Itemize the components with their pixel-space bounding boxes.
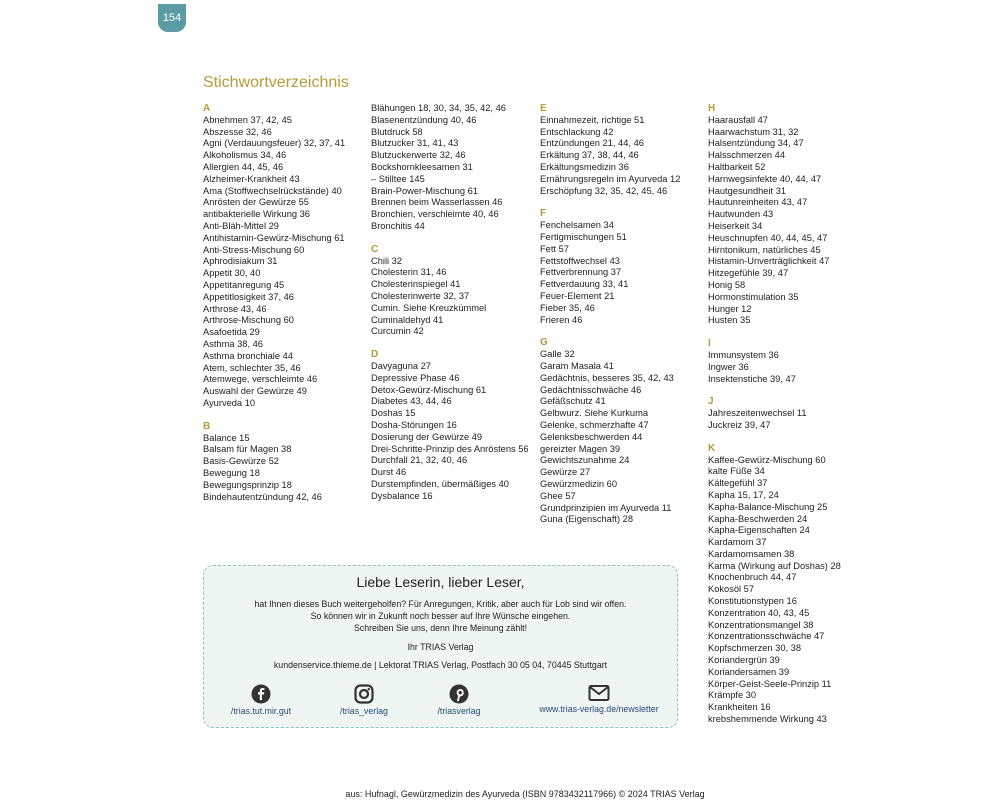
index-entry: Konstitutionstypen 16 — [708, 596, 797, 607]
index-entry: Entschlackung 42 — [540, 126, 614, 137]
index-entry: Dosha-Störungen 16 — [371, 419, 457, 430]
publisher-signature: Ihr TRIAS Verlag — [407, 642, 474, 652]
index-entry: Fettverdauung 33, 41 — [540, 279, 629, 290]
index-group — [203, 421, 368, 504]
index-entry: Erschöpfung 32, 35, 42, 45, 46 — [540, 185, 668, 196]
index-entry: Chili 32 — [371, 255, 403, 266]
index-entry: Antihistamin-Gewürz-Mischung 61 — [203, 232, 345, 243]
facebook-icon — [251, 684, 271, 704]
index-entry: Asthma bronchiale 44 — [203, 350, 293, 361]
index-entry: Brennen beim Wasserlassen 46 — [371, 197, 503, 208]
index-entry: Balance 15 — [203, 432, 250, 443]
index-entry: Kapha-Beschwerden 24 — [708, 513, 808, 524]
index-column-1 — [203, 103, 368, 514]
index-entry: Cumin. Siehe Kreuzkümmel — [371, 302, 487, 313]
index-entry: Kaffee-Gewürz-Mischung 60 — [708, 454, 826, 465]
pinterest-icon — [449, 684, 469, 704]
index-entry: Hitzegefühle 39, 47 — [708, 268, 789, 279]
index-entry: Alzheimer-Krankheit 43 — [203, 173, 300, 184]
index-entry: Husten 35 — [708, 315, 751, 326]
instagram-label: /trias_verlag — [340, 706, 388, 716]
index-group — [371, 349, 536, 502]
index-entry: Krankheiten 16 — [708, 702, 771, 713]
index-entry: Blutzuckerwerte 32, 46 — [371, 150, 466, 161]
index-letter: E — [540, 103, 547, 114]
index-entry: Bewegungsprinzip 18 — [203, 479, 292, 490]
index-entry: Blutdruck 58 — [371, 126, 423, 137]
index-entry: Immunsystem 36 — [708, 349, 779, 360]
feedback-line: So können wir in Zukunft noch besser auf Ihre Wünsche eingehen. — [310, 611, 571, 621]
index-group — [540, 208, 705, 326]
index-entry: Hunger 12 — [708, 303, 752, 314]
index-entry: antibakterielle Wirkung 36 — [203, 209, 310, 220]
index-entry: Koriandersamen 39 — [708, 666, 790, 677]
index-entry: Einnahmezeit, richtige 51 — [540, 114, 645, 125]
index-entry: Blasenentzündung 40, 46 — [371, 114, 477, 125]
index-entry: Halsschmerzen 44 — [708, 150, 785, 161]
index-entry: Ingwer 36 — [708, 361, 749, 372]
index-entry: Konzentration 40, 43, 45 — [708, 607, 810, 618]
index-entry: Entzündungen 21, 44, 46 — [540, 138, 644, 149]
footer-text: aus: Hufnagl, Gewürzmedizin des Ayurveda (ISBN 9783432117966) © 2024 TRIAS Verlag — [345, 789, 705, 799]
index-entry: Erkältung 37, 38, 44, 46 — [540, 150, 639, 161]
index-entry: Fettverbrennung 37 — [540, 267, 622, 278]
index-group — [540, 103, 705, 197]
feedback-line: Schreiben Sie uns, denn Ihre Meinung zählt! — [353, 623, 528, 633]
reader-feedback-box — [203, 565, 678, 728]
index-entry: Halsentzündung 34, 47 — [708, 138, 804, 149]
page-title: Stichwortverzeichnis — [203, 74, 349, 91]
index-entry: Fieber 35, 46 — [540, 302, 595, 313]
index-entry: Grundprinzipien im Ayurveda 11 — [540, 502, 672, 513]
index-entry: Fertigmischungen 51 — [540, 231, 627, 242]
index-entry: Bockshornkleesamen 31 — [371, 161, 473, 172]
index-entry: Honig 58 — [708, 279, 746, 290]
index-entry: Arthrose-Mischung 60 — [203, 315, 294, 326]
index-entry: Atem, schlechter 35, 46 — [203, 362, 301, 373]
index-letter: C — [371, 243, 379, 255]
index-letter: G — [540, 337, 548, 349]
index-letter: D — [371, 349, 379, 361]
index-entry: Gedächtnis, besseres 35, 42, 43 — [540, 372, 674, 383]
index-entry: Durstempfinden, übermäßiges 40 — [371, 478, 509, 489]
index-entry: Auswahl der Gewürze 49 — [203, 386, 307, 397]
index-entry: Erkältungsmedizin 36 — [540, 161, 629, 172]
index-letter: I — [708, 338, 711, 350]
facebook-label: /trias.tut.mir.gut — [230, 706, 292, 716]
index-entry: Kapha-Eigenschaften 24 — [708, 525, 810, 536]
index-entry: Appetit 30, 40 — [203, 268, 261, 279]
index-entry: Appetitanregung 45 — [203, 279, 285, 290]
index-entry: Brain-Power-Mischung 61 — [371, 185, 478, 196]
index-column-4 — [708, 103, 878, 737]
index-entry: Agni (Verdauungsfeuer) 32, 37, 41 — [203, 138, 346, 149]
index-column-2 — [371, 103, 536, 514]
index-entry: Juckreiz 39, 47 — [708, 419, 771, 430]
index-entry: Doshas 15 — [371, 408, 416, 419]
index-entry: Hautwunden 43 — [708, 209, 774, 220]
index-group — [708, 443, 878, 726]
index-entry: Haarwachstum 31, 32 — [708, 126, 799, 137]
index-entry: Bindehautentzündung 42, 46 — [203, 491, 322, 502]
index-entry: – Stilltee 145 — [371, 173, 425, 184]
index-entry: Gelenke, schmerzhafte 47 — [540, 419, 649, 430]
index-entry: Dosierung der Gewürze 49 — [371, 431, 483, 442]
index-entry: Anti-Bläh-Mittel 29 — [203, 220, 279, 231]
index-entry: Karma (Wirkung auf Doshas) 28 — [708, 560, 841, 571]
index-group — [708, 396, 878, 431]
index-entry: Kokosöl 57 — [708, 584, 754, 595]
index-entry: Histamin-Unverträglichkeit 47 — [708, 256, 830, 267]
index-entry: Ernährungsregeln im Ayurveda 12 — [540, 173, 681, 184]
index-entry: Kapha 15, 17, 24 — [708, 489, 779, 500]
index-entry: Knochenbruch 44, 47 — [708, 572, 797, 583]
index-entry: Koriandergrün 39 — [708, 655, 780, 666]
index-entry: Abszesse 32, 46 — [203, 126, 272, 137]
index-entry: Harnwegsinfekte 40, 44, 47 — [708, 173, 822, 184]
index-entry: Arthrose 43, 46 — [203, 303, 267, 314]
newsletter-link[interactable] — [534, 684, 664, 714]
index-group — [371, 244, 536, 338]
index-entry: Gefäßschutz 41 — [540, 396, 606, 407]
index-entry: Abnehmen 37, 42, 45 — [203, 114, 292, 125]
index-entry: Jahreszeitenwechsel 11 — [708, 408, 807, 419]
index-column-3 — [540, 103, 705, 537]
index-entry: Fenchelsamen 34 — [540, 220, 614, 231]
index-entry: Anti-Stress-Mischung 60 — [203, 244, 305, 255]
index-entry: gereizter Magen 39 — [540, 443, 621, 454]
index-entry: Konzentrationsschwäche 47 — [708, 631, 825, 642]
index-entry: Kardamomsamen 38 — [708, 548, 795, 559]
index-entry: Krämpfe 30 — [708, 690, 757, 701]
mail-icon — [588, 684, 610, 702]
index-entry: Dysbalance 16 — [371, 490, 433, 501]
index-entry: Kardamom 37 — [708, 537, 767, 548]
index-entry: Gewichtszunahme 24 — [540, 455, 630, 466]
index-entry: Kältegefühl 37 — [708, 478, 768, 489]
facebook-link[interactable] — [201, 684, 321, 716]
index-entry: Hirntonikum, natürliches 45 — [708, 244, 821, 255]
index-group — [203, 103, 368, 410]
index-letter: B — [203, 420, 211, 432]
index-entry: Hormonstimulation 35 — [708, 291, 799, 302]
index-entry: Davyaguna 27 — [371, 360, 431, 371]
instagram-icon — [354, 684, 374, 704]
index-entry: krebshemmende Wirkung 43 — [708, 714, 827, 725]
index-entry: Heuschnupfen 40, 44, 45, 47 — [708, 232, 828, 243]
index-entry: Hautunreinheiten 43, 47 — [708, 197, 808, 208]
index-group — [708, 338, 878, 385]
index-entry: Asthma 38, 46 — [203, 338, 263, 349]
pinterest-label: /triasverlag — [437, 706, 481, 716]
index-entry: Galle 32 — [540, 349, 575, 360]
contact-info: kundenservice.thieme.de | Lektorat TRIAS Verlag, Postfach 30 05 04, 70445 Stuttgart — [273, 660, 608, 670]
index-entry: Ama (Stoffwechselrückstände) 40 — [203, 185, 342, 196]
index-letter: H — [708, 103, 716, 114]
index-entry: Appetitlosigkeit 37, 46 — [203, 291, 294, 302]
page-number: 154 — [158, 4, 186, 32]
index-entry: Konzentrationsmangel 38 — [708, 619, 814, 630]
index-entry: Anrösten der Gewürze 55 — [203, 197, 309, 208]
index-entry: Blähungen 18, 30, 34, 35, 42, 46 — [371, 103, 506, 113]
index-entry: Haltbarkeit 52 — [708, 161, 766, 172]
index-entry: Basis-Gewürze 52 — [203, 456, 279, 467]
index-entry: Gewürze 27 — [540, 467, 591, 478]
index-entry: Frieren 46 — [540, 314, 583, 325]
index-entry: Gelenksbeschwerden 44 — [540, 431, 643, 442]
index-entry: Guna (Eigenschaft) 28 — [540, 514, 634, 525]
newsletter-label: www.trias-verlag.de/newsletter — [539, 704, 659, 714]
index-entry: Cholesterinwerte 32, 37 — [371, 290, 470, 301]
index-group — [708, 103, 878, 327]
index-entry: Gelbwurz. Siehe Kurkuma — [540, 408, 648, 419]
index-entry: Alkoholismus 34, 46 — [203, 150, 287, 161]
index-letter: F — [540, 208, 547, 220]
index-entry: Gedächtnisschwäche 46 — [540, 384, 642, 395]
index-entry: Allergien 44, 45, 46 — [203, 161, 284, 172]
feedback-heading: Liebe Leserin, lieber Leser, — [356, 574, 525, 590]
index-entry: Durchfall 21, 32, 40, 46 — [371, 455, 468, 466]
index-entry: Hautgesundheit 31 — [708, 185, 787, 196]
index-group — [371, 103, 536, 233]
source-footer — [0, 789, 1000, 799]
index-entry: Cholesterin 31, 46 — [371, 267, 447, 278]
index-entry: Bronchitis 44 — [371, 220, 425, 231]
index-entry: Fett 57 — [540, 243, 569, 254]
index-entry: Drei-Schritte-Prinzip des Anröstens 56 — [371, 443, 529, 454]
feedback-line: hat Ihnen dieses Buch weitergeholfen? Für Anregungen, Kritik, aber auch für Lob sind wir offen. — [254, 599, 627, 609]
index-entry: Bronchien, verschleimte 40, 46 — [371, 209, 499, 220]
index-entry: kalte Füße 34 — [708, 466, 765, 477]
index-entry: Körper-Geist-Seele-Prinzip 11 — [708, 678, 832, 689]
index-entry: Heiserkeit 34 — [708, 220, 763, 231]
index-entry: Feuer-Element 21 — [540, 290, 615, 301]
index-letter: J — [708, 396, 714, 408]
index-entry: Durst 46 — [371, 467, 407, 478]
index-entry: Cholesterinspiegel 41 — [371, 279, 461, 290]
index-entry: Depressive Phase 46 — [371, 372, 460, 383]
index-entry: Kapha-Balance-Mischung 25 — [708, 501, 828, 512]
index-entry: Atemwege, verschleimte 46 — [203, 374, 318, 385]
index-entry: Asafoetida 29 — [203, 327, 260, 338]
feedback-text — [204, 598, 677, 634]
index-entry: Kopfschmerzen 30, 38 — [708, 643, 802, 654]
index-letter: K — [708, 442, 716, 454]
index-entry: Ghee 57 — [540, 490, 576, 501]
index-entry: Insektenstiche 39, 47 — [708, 373, 796, 384]
index-letter: A — [203, 103, 211, 114]
index-entry: Detox-Gewürz-Mischung 61 — [371, 384, 487, 395]
index-entry: Haarausfall 47 — [708, 114, 768, 125]
index-entry: Blutzucker 31, 41, 43 — [371, 138, 459, 149]
index-entry: Ayurveda 10 — [203, 397, 256, 408]
index-entry: Garam Masala 41 — [540, 360, 614, 371]
index-group — [540, 337, 705, 526]
index-entry: Bewegung 18 — [203, 467, 260, 478]
index-entry: Diabetes 43, 44, 46 — [371, 396, 452, 407]
index-entry: Fettstoffwechsel 43 — [540, 255, 620, 266]
index-entry: Balsam für Magen 38 — [203, 444, 292, 455]
index-entry: Curcumin 42 — [371, 326, 424, 337]
index-entry: Gewürzmedizin 60 — [540, 478, 617, 489]
index-entry: Aphrodisiakum 31 — [203, 256, 278, 267]
index-entry: Cuminaldehyd 41 — [371, 314, 444, 325]
pinterest-link[interactable] — [399, 684, 519, 716]
